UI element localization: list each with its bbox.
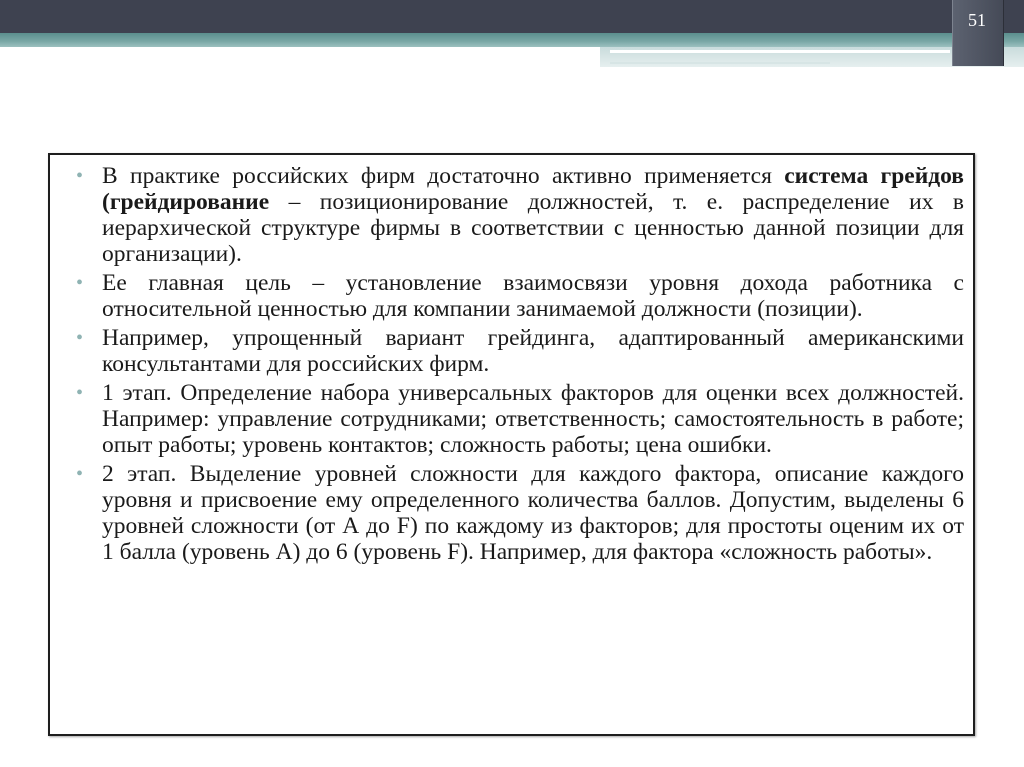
- header-band-dark: [0, 0, 1024, 33]
- bullet-text: В практике российских фирм достаточно активно применяется: [102, 163, 785, 189]
- header-accent-line: [610, 50, 950, 53]
- bullet-item: [74, 380, 964, 458]
- header-band-teal: [0, 33, 1024, 47]
- bullet-text-continued: – позиционирование должностей, т. е. распределение их в иерархической структуре фирмы в соответствии с ценностью данной позиции для организации).: [102, 189, 964, 267]
- bullet-text: 1 этап. Определение набора универсальных факторов для оценки всех должностей. Например: управление сотрудниками; ответственность; самостоятельность в работе; опыт работы; уровень контактов; сложность работы; цена ошибки.: [102, 380, 964, 458]
- bullet-icon: •: [76, 272, 84, 294]
- bullet-item: [74, 461, 964, 565]
- bullet-icon: •: [76, 382, 84, 404]
- bullet-text: Например, упрощенный вариант грейдинга, адаптированный американскими консультантами для российских фирм.: [102, 325, 964, 377]
- header-accent-line-secondary: [610, 62, 830, 64]
- bullet-bold-term: система грейдов (грейдирование: [102, 163, 964, 215]
- bullet-list: [74, 163, 964, 568]
- bullet-item: [74, 270, 964, 322]
- bullet-item: [74, 325, 964, 377]
- bullet-text: Ее главная цель – установление взаимосвязи уровня дохода работника с относительной ценностью для компании занимаемой должности (позиции).: [102, 270, 964, 322]
- bullet-icon: •: [76, 463, 84, 485]
- bullet-text: 2 этап. Выделение уровней сложности для каждого фактора, описание каждого уровня и присвоение ему определенного количества баллов. Допустим, выделены 6 уровней сложности (от А до F) по каждому из факторов; для простоты оценим их от 1 балла (уровень А) до 6 (уровень F). Например, для фактора «сложность работы».: [102, 461, 964, 565]
- page-number: 51: [968, 10, 986, 30]
- content-box: [48, 153, 975, 736]
- bullet-icon: •: [76, 327, 84, 349]
- bullet-icon: •: [76, 165, 84, 187]
- bullet-item: [74, 163, 964, 267]
